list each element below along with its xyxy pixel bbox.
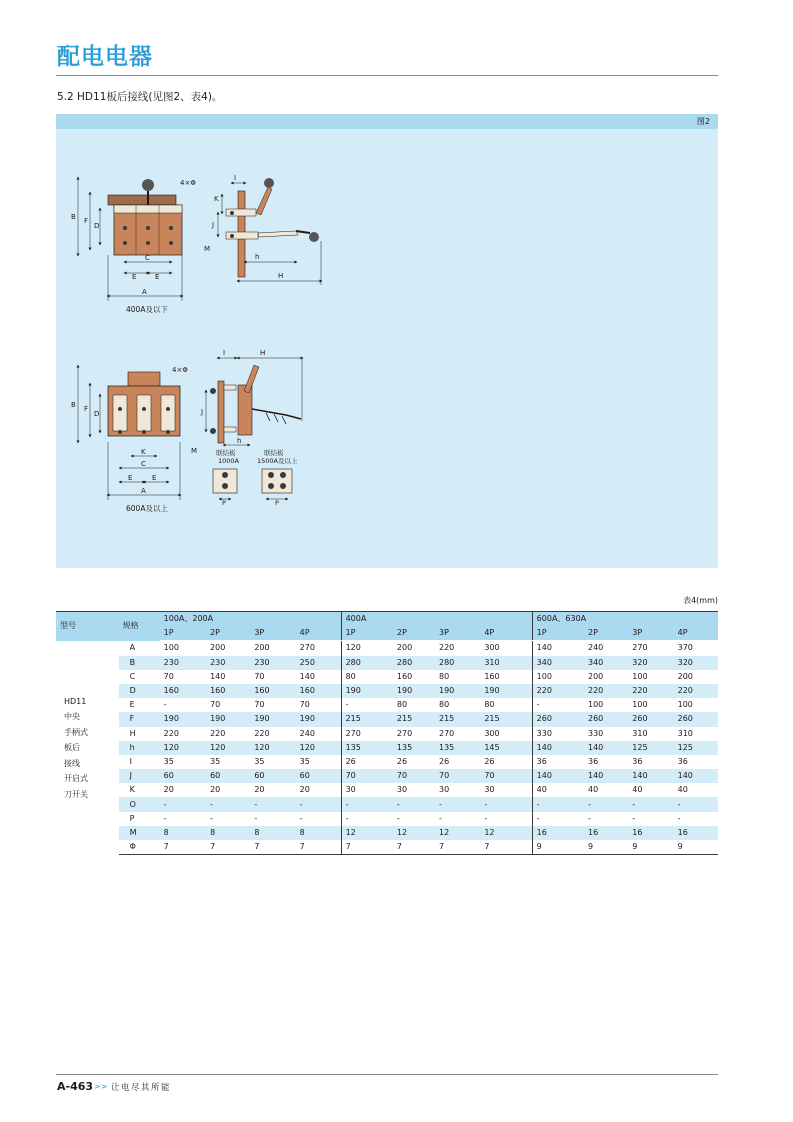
table-row [56, 712, 718, 726]
value-cell: 100 [674, 698, 718, 712]
dim-label-k: K [214, 195, 219, 203]
value-cell: 190 [160, 712, 206, 726]
param-cell: E [119, 698, 160, 712]
dim-label-j: J [212, 221, 215, 229]
param-cell: C [119, 670, 160, 684]
value-cell: 8 [250, 826, 295, 840]
hole-count-label: 4×Φ [180, 179, 196, 187]
value-cell: - [206, 797, 250, 811]
value-cell: - [393, 812, 435, 826]
value-cell: 7 [206, 840, 250, 855]
link-plate-1000a-title: 联结板 [216, 449, 236, 457]
value-cell: 70 [250, 670, 295, 684]
value-cell: 160 [393, 670, 435, 684]
value-cell: 26 [341, 755, 393, 769]
value-cell: 240 [584, 641, 628, 656]
value-cell: - [674, 797, 718, 811]
table-row [56, 684, 718, 698]
value-cell: 120 [250, 741, 295, 755]
value-cell: 7 [435, 840, 480, 855]
value-cell: 16 [532, 826, 584, 840]
value-cell: 60 [206, 769, 250, 783]
value-cell: 135 [393, 741, 435, 755]
value-cell: 120 [296, 741, 341, 755]
value-cell: - [250, 812, 295, 826]
footer-divider [56, 1074, 718, 1075]
value-cell: 330 [532, 727, 584, 741]
drawing-400a-side-view [204, 174, 321, 285]
dim-label-c: C [145, 254, 150, 262]
value-cell: 70 [206, 698, 250, 712]
param-cell: A [119, 641, 160, 656]
value-cell: - [341, 812, 393, 826]
value-cell: 100 [628, 698, 673, 712]
pole-header: 4P [674, 626, 718, 641]
value-cell: 80 [435, 670, 480, 684]
col-header-model: 型号 [56, 612, 119, 641]
value-cell: - [341, 797, 393, 811]
value-cell: 16 [584, 826, 628, 840]
dim-label-b: B [71, 213, 76, 221]
value-cell: 120 [206, 741, 250, 755]
value-cell: 320 [628, 656, 673, 670]
pole-header: 2P [584, 626, 628, 641]
value-cell: 260 [674, 712, 718, 726]
dim-label-m: M [204, 245, 211, 253]
value-cell: - [584, 812, 628, 826]
table-row [56, 670, 718, 684]
value-cell: 260 [628, 712, 673, 726]
value-cell: 40 [628, 783, 673, 797]
drawing-400a-front-view [71, 178, 196, 314]
value-cell: 135 [341, 741, 393, 755]
dim-label-m-600: M [191, 447, 198, 455]
value-cell: 16 [674, 826, 718, 840]
value-cell: 190 [393, 684, 435, 698]
value-cell: 270 [296, 641, 341, 656]
value-cell: - [160, 812, 206, 826]
value-cell: 190 [480, 684, 532, 698]
value-cell: 270 [435, 727, 480, 741]
model-line: HD11 [64, 696, 87, 706]
dim-label-i-600: I [223, 349, 226, 357]
value-cell: 125 [674, 741, 718, 755]
link-plate-1000a-p: P [222, 499, 226, 507]
dim-label-e1: E [132, 273, 137, 281]
value-cell: - [532, 812, 584, 826]
value-cell: - [435, 812, 480, 826]
dim-label-h-small: h [255, 253, 260, 261]
value-cell: 26 [480, 755, 532, 769]
model-line: 板后 [64, 743, 80, 753]
value-cell: 35 [206, 755, 250, 769]
model-line: 手柄式 [64, 727, 88, 737]
value-cell: 70 [480, 769, 532, 783]
dimension-drawings [56, 129, 718, 568]
value-cell: 12 [480, 826, 532, 840]
param-cell: O [119, 797, 160, 811]
dim-label-j-600: J [201, 408, 204, 416]
value-cell: 310 [628, 727, 673, 741]
param-cell: J [119, 769, 160, 783]
value-cell: 100 [584, 698, 628, 712]
value-cell: 80 [393, 698, 435, 712]
figure-label: 图2 [696, 117, 710, 126]
table-row [56, 741, 718, 755]
value-cell: 300 [480, 727, 532, 741]
value-cell: 160 [480, 670, 532, 684]
param-cell: F [119, 712, 160, 726]
value-cell: 70 [296, 698, 341, 712]
dim-label-h-small-600: h [237, 437, 242, 445]
drawing-b-caption: 600A及以上 [126, 504, 168, 513]
param-cell: B [119, 656, 160, 670]
value-cell: 30 [341, 783, 393, 797]
value-cell: 340 [584, 656, 628, 670]
pole-header: 1P [532, 626, 584, 641]
value-cell: 145 [480, 741, 532, 755]
param-cell: M [119, 826, 160, 840]
pole-header: 3P [250, 626, 295, 641]
value-cell: 140 [206, 670, 250, 684]
section-heading: 5.2 HD11板后接线(见图2、表4)。 [57, 91, 223, 103]
value-cell: 215 [393, 712, 435, 726]
value-cell: 230 [160, 656, 206, 670]
value-cell: 7 [480, 840, 532, 855]
link-plate-1500a-p: P [275, 499, 279, 507]
value-cell: 30 [393, 783, 435, 797]
param-cell: P [119, 812, 160, 826]
value-cell: 220 [250, 727, 295, 741]
value-cell: - [296, 812, 341, 826]
value-cell: 215 [435, 712, 480, 726]
value-cell: - [480, 812, 532, 826]
value-cell: 100 [532, 670, 584, 684]
group-header-400a: 400A [341, 612, 532, 627]
value-cell: - [435, 797, 480, 811]
value-cell: 60 [296, 769, 341, 783]
footer-slogan: 让电尽其所能 [111, 1083, 172, 1093]
value-cell: - [674, 812, 718, 826]
value-cell: - [480, 797, 532, 811]
value-cell: 270 [341, 727, 393, 741]
dim-label-i: I [234, 174, 237, 182]
value-cell: 300 [480, 641, 532, 656]
link-plate-1500a [257, 448, 298, 507]
page-title: 配电电器 [57, 44, 153, 70]
value-cell: 60 [250, 769, 295, 783]
value-cell: 36 [584, 755, 628, 769]
value-cell: 190 [341, 684, 393, 698]
drawing-600a-front-view [71, 366, 188, 513]
value-cell: 240 [296, 727, 341, 741]
value-cell: 40 [532, 783, 584, 797]
value-cell: 270 [393, 727, 435, 741]
value-cell: 26 [435, 755, 480, 769]
value-cell: 36 [532, 755, 584, 769]
dim-label-f-600: F [84, 405, 89, 413]
value-cell: 20 [250, 783, 295, 797]
value-cell: 7 [250, 840, 295, 855]
value-cell: - [532, 698, 584, 712]
value-cell: 70 [250, 698, 295, 712]
value-cell: 30 [435, 783, 480, 797]
link-plate-1500a-title: 联结板 [264, 449, 284, 457]
pole-header: 2P [206, 626, 250, 641]
value-cell: 220 [584, 684, 628, 698]
value-cell: - [250, 797, 295, 811]
value-cell: 20 [206, 783, 250, 797]
pole-header: 4P [480, 626, 532, 641]
figure-header-band [56, 114, 718, 129]
dim-label-h-large-600: H [260, 349, 266, 357]
value-cell: 35 [250, 755, 295, 769]
pole-header: 3P [435, 626, 480, 641]
group-header-100-200a: 100A、200A [160, 612, 341, 627]
value-cell: 215 [341, 712, 393, 726]
value-cell: 40 [584, 783, 628, 797]
value-cell: 330 [584, 727, 628, 741]
model-cell [56, 641, 119, 855]
dim-label-e2-600: E [152, 474, 157, 482]
group-header-600-630a: 600A、630A [532, 612, 718, 627]
value-cell: 250 [296, 656, 341, 670]
value-cell: 7 [160, 840, 206, 855]
value-cell: 70 [341, 769, 393, 783]
value-cell: 200 [584, 670, 628, 684]
value-cell: 20 [160, 783, 206, 797]
dim-label-e1-600: E [128, 474, 133, 482]
value-cell: - [160, 797, 206, 811]
value-cell: 370 [674, 641, 718, 656]
value-cell: 9 [628, 840, 673, 855]
value-cell: 310 [480, 656, 532, 670]
value-cell: 310 [674, 727, 718, 741]
value-cell: 230 [250, 656, 295, 670]
header-divider [56, 75, 718, 76]
pole-header: 3P [628, 626, 673, 641]
value-cell: 140 [296, 670, 341, 684]
value-cell: 9 [584, 840, 628, 855]
value-cell: 220 [674, 684, 718, 698]
value-cell: 80 [341, 670, 393, 684]
value-cell: 135 [435, 741, 480, 755]
value-cell: - [341, 698, 393, 712]
value-cell: 200 [250, 641, 295, 656]
dim-label-a-600: A [141, 487, 146, 495]
value-cell: 320 [674, 656, 718, 670]
model-line: 开启式 [64, 774, 88, 784]
value-cell: 100 [160, 641, 206, 656]
value-cell: - [532, 797, 584, 811]
value-cell: 140 [532, 769, 584, 783]
model-line: 刀开关 [64, 789, 88, 799]
value-cell: 190 [250, 712, 295, 726]
link-plate-1000a [213, 448, 240, 507]
value-cell: 8 [160, 826, 206, 840]
value-cell: 80 [435, 698, 480, 712]
link-plate-1500a-rating: 1500A及以上 [257, 457, 298, 465]
value-cell: 200 [674, 670, 718, 684]
value-cell: 8 [206, 826, 250, 840]
param-cell: Φ [119, 840, 160, 855]
hole-count-label-600: 4×Φ [172, 366, 188, 374]
value-cell: 140 [584, 769, 628, 783]
link-plate-1000a-rating: 1000A [218, 457, 239, 465]
dim-label-c-600: C [141, 460, 146, 468]
value-cell: 12 [341, 826, 393, 840]
value-cell: 140 [584, 741, 628, 755]
value-cell: 36 [674, 755, 718, 769]
value-cell: 220 [435, 641, 480, 656]
table-row [56, 812, 718, 826]
value-cell: - [160, 698, 206, 712]
table-row [56, 826, 718, 840]
dim-label-h-large: H [278, 272, 284, 280]
value-cell: 20 [296, 783, 341, 797]
value-cell: 100 [628, 670, 673, 684]
value-cell: 270 [628, 641, 673, 656]
pole-header: 1P [160, 626, 206, 641]
dim-label-f: F [84, 217, 89, 225]
value-cell: 160 [250, 684, 295, 698]
value-cell: 215 [480, 712, 532, 726]
value-cell: 220 [532, 684, 584, 698]
value-cell: 260 [532, 712, 584, 726]
value-cell: 12 [435, 826, 480, 840]
value-cell: 190 [206, 712, 250, 726]
value-cell: 200 [206, 641, 250, 656]
value-cell: 120 [341, 641, 393, 656]
value-cell: 140 [628, 769, 673, 783]
value-cell: 280 [435, 656, 480, 670]
value-cell: 140 [532, 641, 584, 656]
dim-label-b-600: B [71, 401, 76, 409]
value-cell: 160 [160, 684, 206, 698]
value-cell: 36 [628, 755, 673, 769]
value-cell: 16 [628, 826, 673, 840]
table-row [56, 797, 718, 811]
value-cell: 8 [296, 826, 341, 840]
value-cell: 80 [480, 698, 532, 712]
dim-label-d-600: D [94, 410, 100, 418]
value-cell: 190 [296, 712, 341, 726]
value-cell: 70 [393, 769, 435, 783]
param-cell: h [119, 741, 160, 755]
value-cell: 140 [674, 769, 718, 783]
value-cell: 26 [393, 755, 435, 769]
value-cell: 140 [532, 741, 584, 755]
value-cell: - [296, 797, 341, 811]
dimension-table [56, 611, 718, 855]
model-line: 中央 [64, 712, 80, 722]
table-caption: 表4(mm) [683, 596, 718, 605]
value-cell: 12 [393, 826, 435, 840]
value-cell: 280 [341, 656, 393, 670]
value-cell: 200 [393, 641, 435, 656]
value-cell: 60 [160, 769, 206, 783]
value-cell: 160 [296, 684, 341, 698]
value-cell: 9 [674, 840, 718, 855]
value-cell: - [206, 812, 250, 826]
col-header-spec: 规格 [119, 612, 160, 641]
param-cell: I [119, 755, 160, 769]
param-cell: H [119, 727, 160, 741]
pole-header: 1P [341, 626, 393, 641]
param-cell: D [119, 684, 160, 698]
value-cell: 7 [341, 840, 393, 855]
table-row [56, 783, 718, 797]
value-cell: - [628, 812, 673, 826]
pole-header: 4P [296, 626, 341, 641]
value-cell: 190 [435, 684, 480, 698]
value-cell: 220 [628, 684, 673, 698]
value-cell: 70 [160, 670, 206, 684]
value-cell: 35 [160, 755, 206, 769]
model-line: 接线 [64, 758, 80, 768]
dim-label-e2: E [155, 273, 160, 281]
value-cell: 40 [674, 783, 718, 797]
value-cell: 230 [206, 656, 250, 670]
table-row [56, 840, 718, 855]
value-cell: 7 [296, 840, 341, 855]
value-cell: 125 [628, 741, 673, 755]
value-cell: 340 [532, 656, 584, 670]
dim-label-k-600: K [141, 448, 146, 456]
value-cell: 220 [160, 727, 206, 741]
value-cell: 30 [480, 783, 532, 797]
value-cell: - [628, 797, 673, 811]
figure-panel [56, 129, 718, 568]
table-row [56, 698, 718, 712]
value-cell: 9 [532, 840, 584, 855]
table-row [56, 769, 718, 783]
table-row [56, 727, 718, 741]
value-cell: - [584, 797, 628, 811]
page-number: A-463 [57, 1080, 94, 1093]
value-cell: 260 [584, 712, 628, 726]
value-cell: 70 [435, 769, 480, 783]
value-cell: 220 [206, 727, 250, 741]
value-cell: 7 [393, 840, 435, 855]
table-row [56, 641, 718, 656]
table-row [56, 755, 718, 769]
value-cell: 35 [296, 755, 341, 769]
footer-arrows: >> [94, 1082, 108, 1091]
dim-label-a: A [142, 288, 147, 296]
pole-header: 2P [393, 626, 435, 641]
value-cell: 120 [160, 741, 206, 755]
drawing-600a-side-view [191, 349, 302, 455]
param-cell: K [119, 783, 160, 797]
drawing-a-caption: 400A及以下 [126, 305, 168, 314]
value-cell: 280 [393, 656, 435, 670]
dim-label-d: D [94, 222, 100, 230]
value-cell: - [393, 797, 435, 811]
value-cell: 160 [206, 684, 250, 698]
table-row [56, 656, 718, 670]
